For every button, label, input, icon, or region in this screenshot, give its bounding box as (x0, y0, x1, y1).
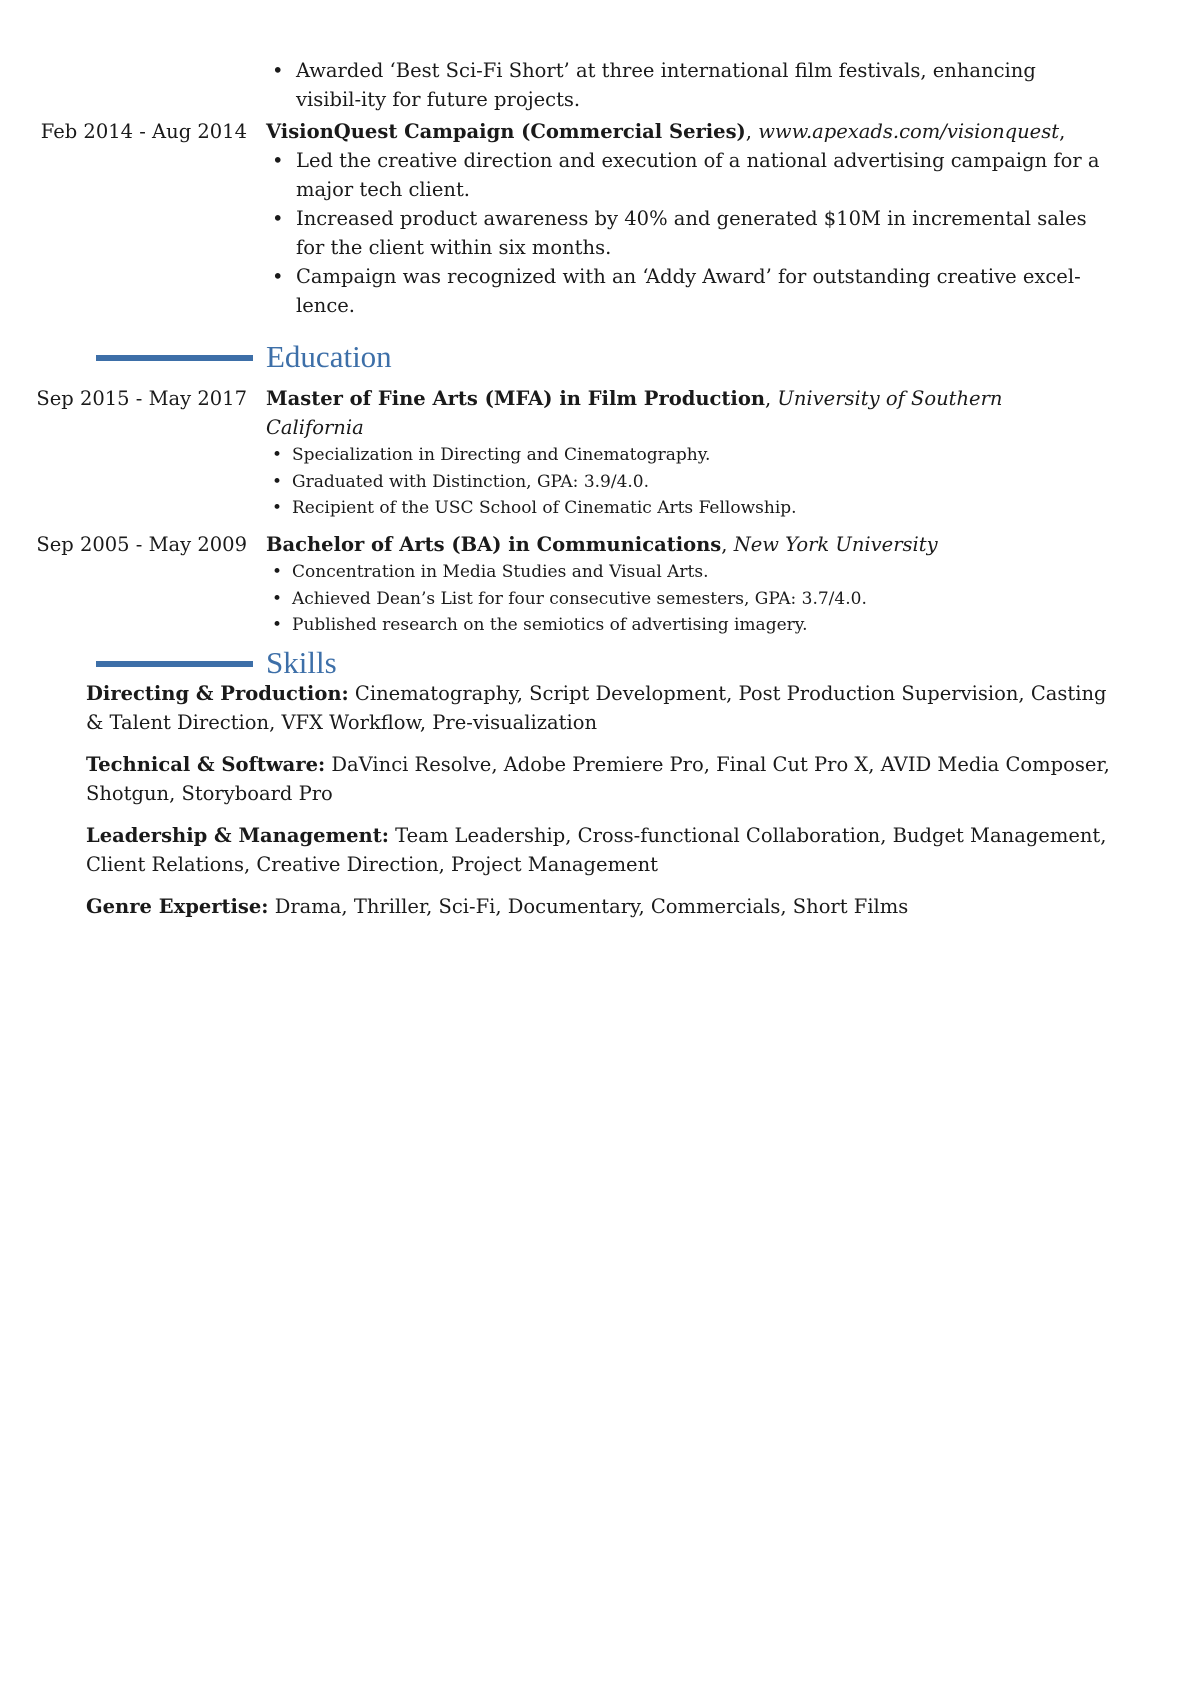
education-entry: Master of Fine Arts (MFA) in Film Production, University of Southern California • Specialization in Directing and Cinematography. • Graduated with Distinction, GPA: 3.9/4.0. • Recipient of the USC School of Cinematic Arts Fellowship. (266, 384, 1106, 522)
bullet-item: • Campaign was recognized with an ‘Addy Award’ for outstanding creative excel-lence. (266, 262, 1106, 320)
bullet-list (266, 56, 1106, 114)
entry-org: University of Southern California (266, 387, 1003, 439)
bullet-item: • Specialization in Directing and Cinematography. (266, 442, 1106, 469)
bullet-item: • Achieved Dean’s List for four consecutive semesters, GPA: 3.7/4.0. (266, 586, 1106, 613)
skill-category: Directing & Production: (86, 682, 349, 705)
bullet-item: • Increased product awareness by 40% and generated $10M in incremental sales for the client within six months. (266, 204, 1106, 262)
skill-items: Drama, Thriller, Sci-Fi, Documentary, Commercials, Short Films (274, 895, 909, 918)
section-heading-skills: Skills (266, 645, 337, 680)
section-heading-education: Education (266, 339, 392, 374)
entry-dates: Sep 2005 - May 2009 (36, 533, 247, 556)
skill-items: Team Leadership, Cross-functional Collaboration, Budget Management, Client Relations, Creative Direction, Project Management (86, 824, 1107, 876)
bullet-list (266, 559, 1106, 639)
skill-items: DaVinci Resolve, Adobe Premiere Pro, Final Cut Pro X, AVID Media Composer, Shotgun, Storyboard Pro (86, 753, 1110, 805)
skill-items: Cinematography, Script Development, Post Production Supervision, Casting & Talent Direction, VFX Workflow, Pre-visualization (86, 682, 1107, 734)
skill-group (86, 750, 1111, 808)
entry-dates: Feb 2014 - Aug 2014 (40, 120, 247, 143)
education-entry: Bachelor of Arts (BA) in Communications, New York University • Concentration in Media Studies and Visual Arts. • Achieved Dean’s List for four consecutive semesters, GPA: 3.7/4.0. • Published research on the semiotics of advertising imagery. (266, 530, 1106, 639)
skill-category: Genre Expertise: (86, 895, 269, 918)
entry-title: Master of Fine Arts (MFA) in Film Production (266, 387, 766, 410)
entry-title: Bachelor of Arts (BA) in Communications (266, 533, 722, 556)
entry-title: VisionQuest Campaign (Commercial Series) (266, 120, 746, 143)
skill-category: Technical & Software: (86, 753, 326, 776)
bullet-item: • Concentration in Media Studies and Visual Arts. (266, 559, 1106, 586)
skill-group (86, 679, 1111, 737)
bullet-item: • Published research on the semiotics of advertising imagery. (266, 612, 1106, 639)
experience-entry: VisionQuest Campaign (Commercial Series), www.apexads.com/visionquest, • Led the creative direction and execution of a national advertising campaign for a major tech client. • Increased product awareness by 40% and generated $10M in incremental sales for the client within six months. • Campaign was recognized with an ‘Addy Award’ for outstanding creative excel-lence. (266, 117, 1106, 320)
bullet-list (266, 146, 1106, 320)
bullet-list (266, 442, 1106, 522)
skill-group (86, 892, 1111, 921)
prev-entry-continuation (266, 56, 1106, 114)
bullet-item: • Graduated with Distinction, GPA: 3.9/4.0. (266, 469, 1106, 496)
entry-dates: Sep 2015 - May 2017 (36, 387, 247, 410)
skills-list (86, 679, 1111, 934)
entry-org: New York University (733, 533, 938, 556)
skill-category: Leadership & Management: (86, 824, 389, 847)
skill-group (86, 821, 1111, 879)
bullet-item: • Recipient of the USC School of Cinematic Arts Fellowship. (266, 495, 1106, 522)
bullet-item: • Awarded ‘Best Sci-Fi Short’ at three international film festivals, enhancing visibil-ity for future projects. (266, 56, 1106, 114)
bullet-item: • Led the creative direction and execution of a national advertising campaign for a major tech client. (266, 146, 1106, 204)
section-divider-bar (96, 355, 253, 361)
entry-org: www.apexads.com/visionquest (758, 120, 1060, 143)
section-divider-bar (96, 661, 253, 667)
